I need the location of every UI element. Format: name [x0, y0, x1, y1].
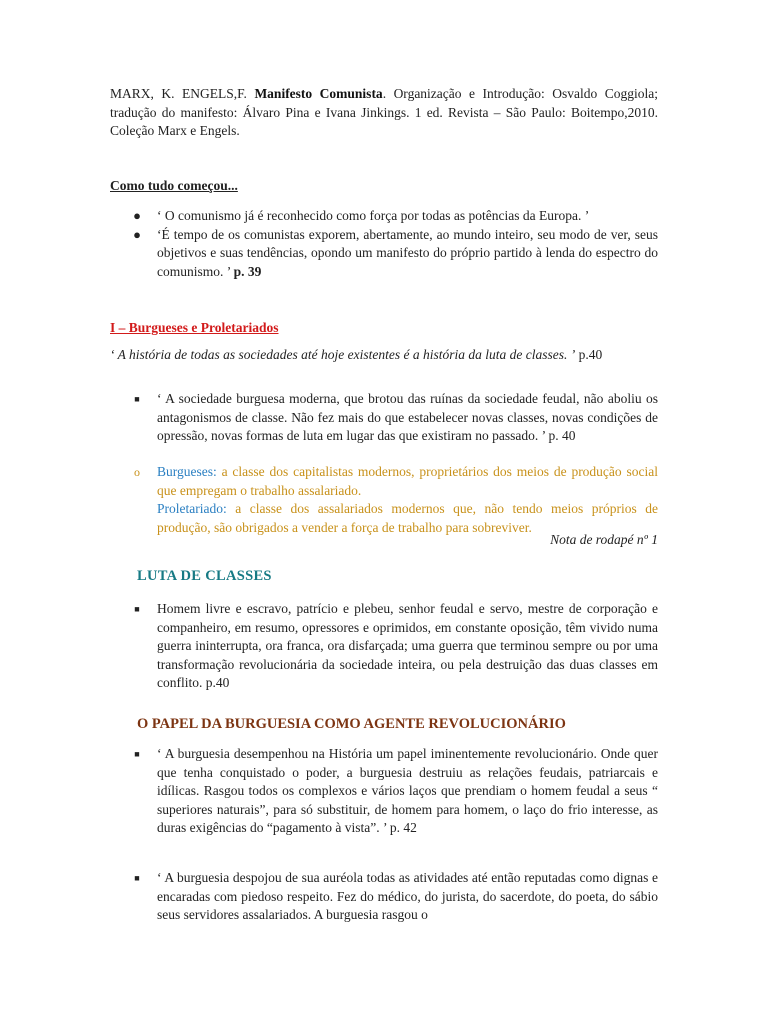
list-item-text: ‘ A burguesia despojou de sua auréola todas as atividades até então reputadas como dignas e encaradas com piedoso respeito. Fez do médico, do jurista, do sacerdote, do poeta, do sábio seus servidores assalariados. A burguesia rasgou o — [157, 870, 658, 922]
list-item-text: ‘ A sociedade burguesa moderna, que brotou das ruínas da sociedade feudal, não aboliu os antagonismos de classe. Não fez mais do que estabelecer novas classes, novas condições de opressão, novas formas de luta em lugar das que existiram no passado. ’ p. 40 — [157, 391, 658, 443]
section-heading-papel-burguesia: O PAPEL DA BURGUESIA COMO AGENTE REVOLUCIONÁRIO — [137, 716, 566, 732]
definition-text: a classe dos assalariados modernos que, não tendo meios próprios de produção, são obrigados a vender a força de trabalho para sobreviver. — [157, 501, 658, 535]
definition-text: a classe dos capitalistas modernos, proprietários dos meios de produção social que empregam o trabalho assalariado. — [157, 464, 658, 498]
epigraph-quote — [110, 346, 658, 365]
list-item-text: ‘É tempo de os comunistas exporem, abertamente, ao mundo inteiro, seu modo de ver, seus objetivos e suas tendências, opondo um manifesto do próprio partido à lenda do espectro do comunismo. ’ — [157, 226, 658, 279]
list-item-text: Homem livre e escravo, patrício e plebeu, senhor feudal e servo, mestre de corporação e companheiro, em resumo, opressores e oprimidos, em constante oposição, têm vivido numa guerra ininterrupta, ora franca, ora disfarçada; uma guerra que terminou sempre ou por uma transformação revolucionária da sociedade inteira, ou pela destruição das duas classes em conflito. p.40 — [157, 601, 658, 690]
bullet-dot-icon: ● — [133, 226, 141, 242]
bullet-list-como — [110, 207, 658, 281]
section-heading-burgueses-proletariados: I – Burgueses e Proletariados — [110, 320, 279, 335]
bullet-square-icon: ■ — [134, 394, 140, 404]
list-item — [110, 600, 658, 693]
list-item-text: ‘ A burguesia desempenhou na História um papel iminentemente revolucionário. Onde quer que tenha conquistado o poder, a burguesia destruiu as relações feudais, patriarcais e idílicas. Rasgou todos os complexos e vários laços que prendiam o homem feudal a seus “ superiores naturais”, para só substituir, de homem para homem, o laço do frio interesse, as duras exigências do “pagamento à vista”. ’ p. 42 — [157, 746, 658, 835]
footnote-reference: Nota de rodapé nº 1 — [550, 532, 658, 547]
list-item — [110, 869, 658, 925]
epigraph-text: ‘ A história de todas as sociedades até hoje existentes é a história da luta de classes. ’ — [110, 347, 576, 362]
definition-term: Burgueses: — [157, 464, 217, 479]
definition-list — [110, 463, 658, 537]
bullet-dot-icon: ● — [133, 208, 141, 223]
definition-item — [110, 463, 658, 537]
bullet-square-icon: ■ — [134, 873, 140, 883]
reference-title: Manifesto Comunista — [254, 86, 383, 101]
definition-term: Proletariado: — [157, 501, 227, 516]
bullet-square-icon: ■ — [134, 749, 140, 759]
bullet-circle-icon: o — [134, 465, 140, 479]
bullet-list-papel-2 — [110, 869, 658, 925]
epigraph-page: p.40 — [575, 347, 603, 362]
bibliographic-reference — [110, 85, 658, 141]
bullet-square-icon: ■ — [134, 604, 140, 614]
reference-authors: MARX, K. ENGELS,F. — [110, 86, 247, 101]
list-item — [110, 226, 658, 282]
list-item — [110, 745, 658, 838]
section-heading-como-tudo-comecou: Como tudo começou... — [110, 178, 238, 193]
list-item — [110, 390, 658, 446]
bullet-list-burgueses — [110, 390, 658, 446]
bullet-list-papel-1 — [110, 745, 658, 838]
reference-details: . Organização e Introdução: Osvaldo Coggiola; tradução do manifesto: Álvaro Pina e Ivana Jinkings. 1 ed. Revista – São Paulo: Boitempo,2010. Coleção Marx e Engels. — [110, 86, 658, 138]
list-item — [110, 207, 658, 226]
bullet-list-luta — [110, 600, 658, 693]
list-item-text: ‘ O comunismo já é reconhecido como força por todas as potências da Europa. ’ — [157, 208, 590, 223]
page-reference: p. 39 — [233, 263, 262, 279]
section-heading-luta-de-classes: LUTA DE CLASSES — [137, 568, 272, 584]
